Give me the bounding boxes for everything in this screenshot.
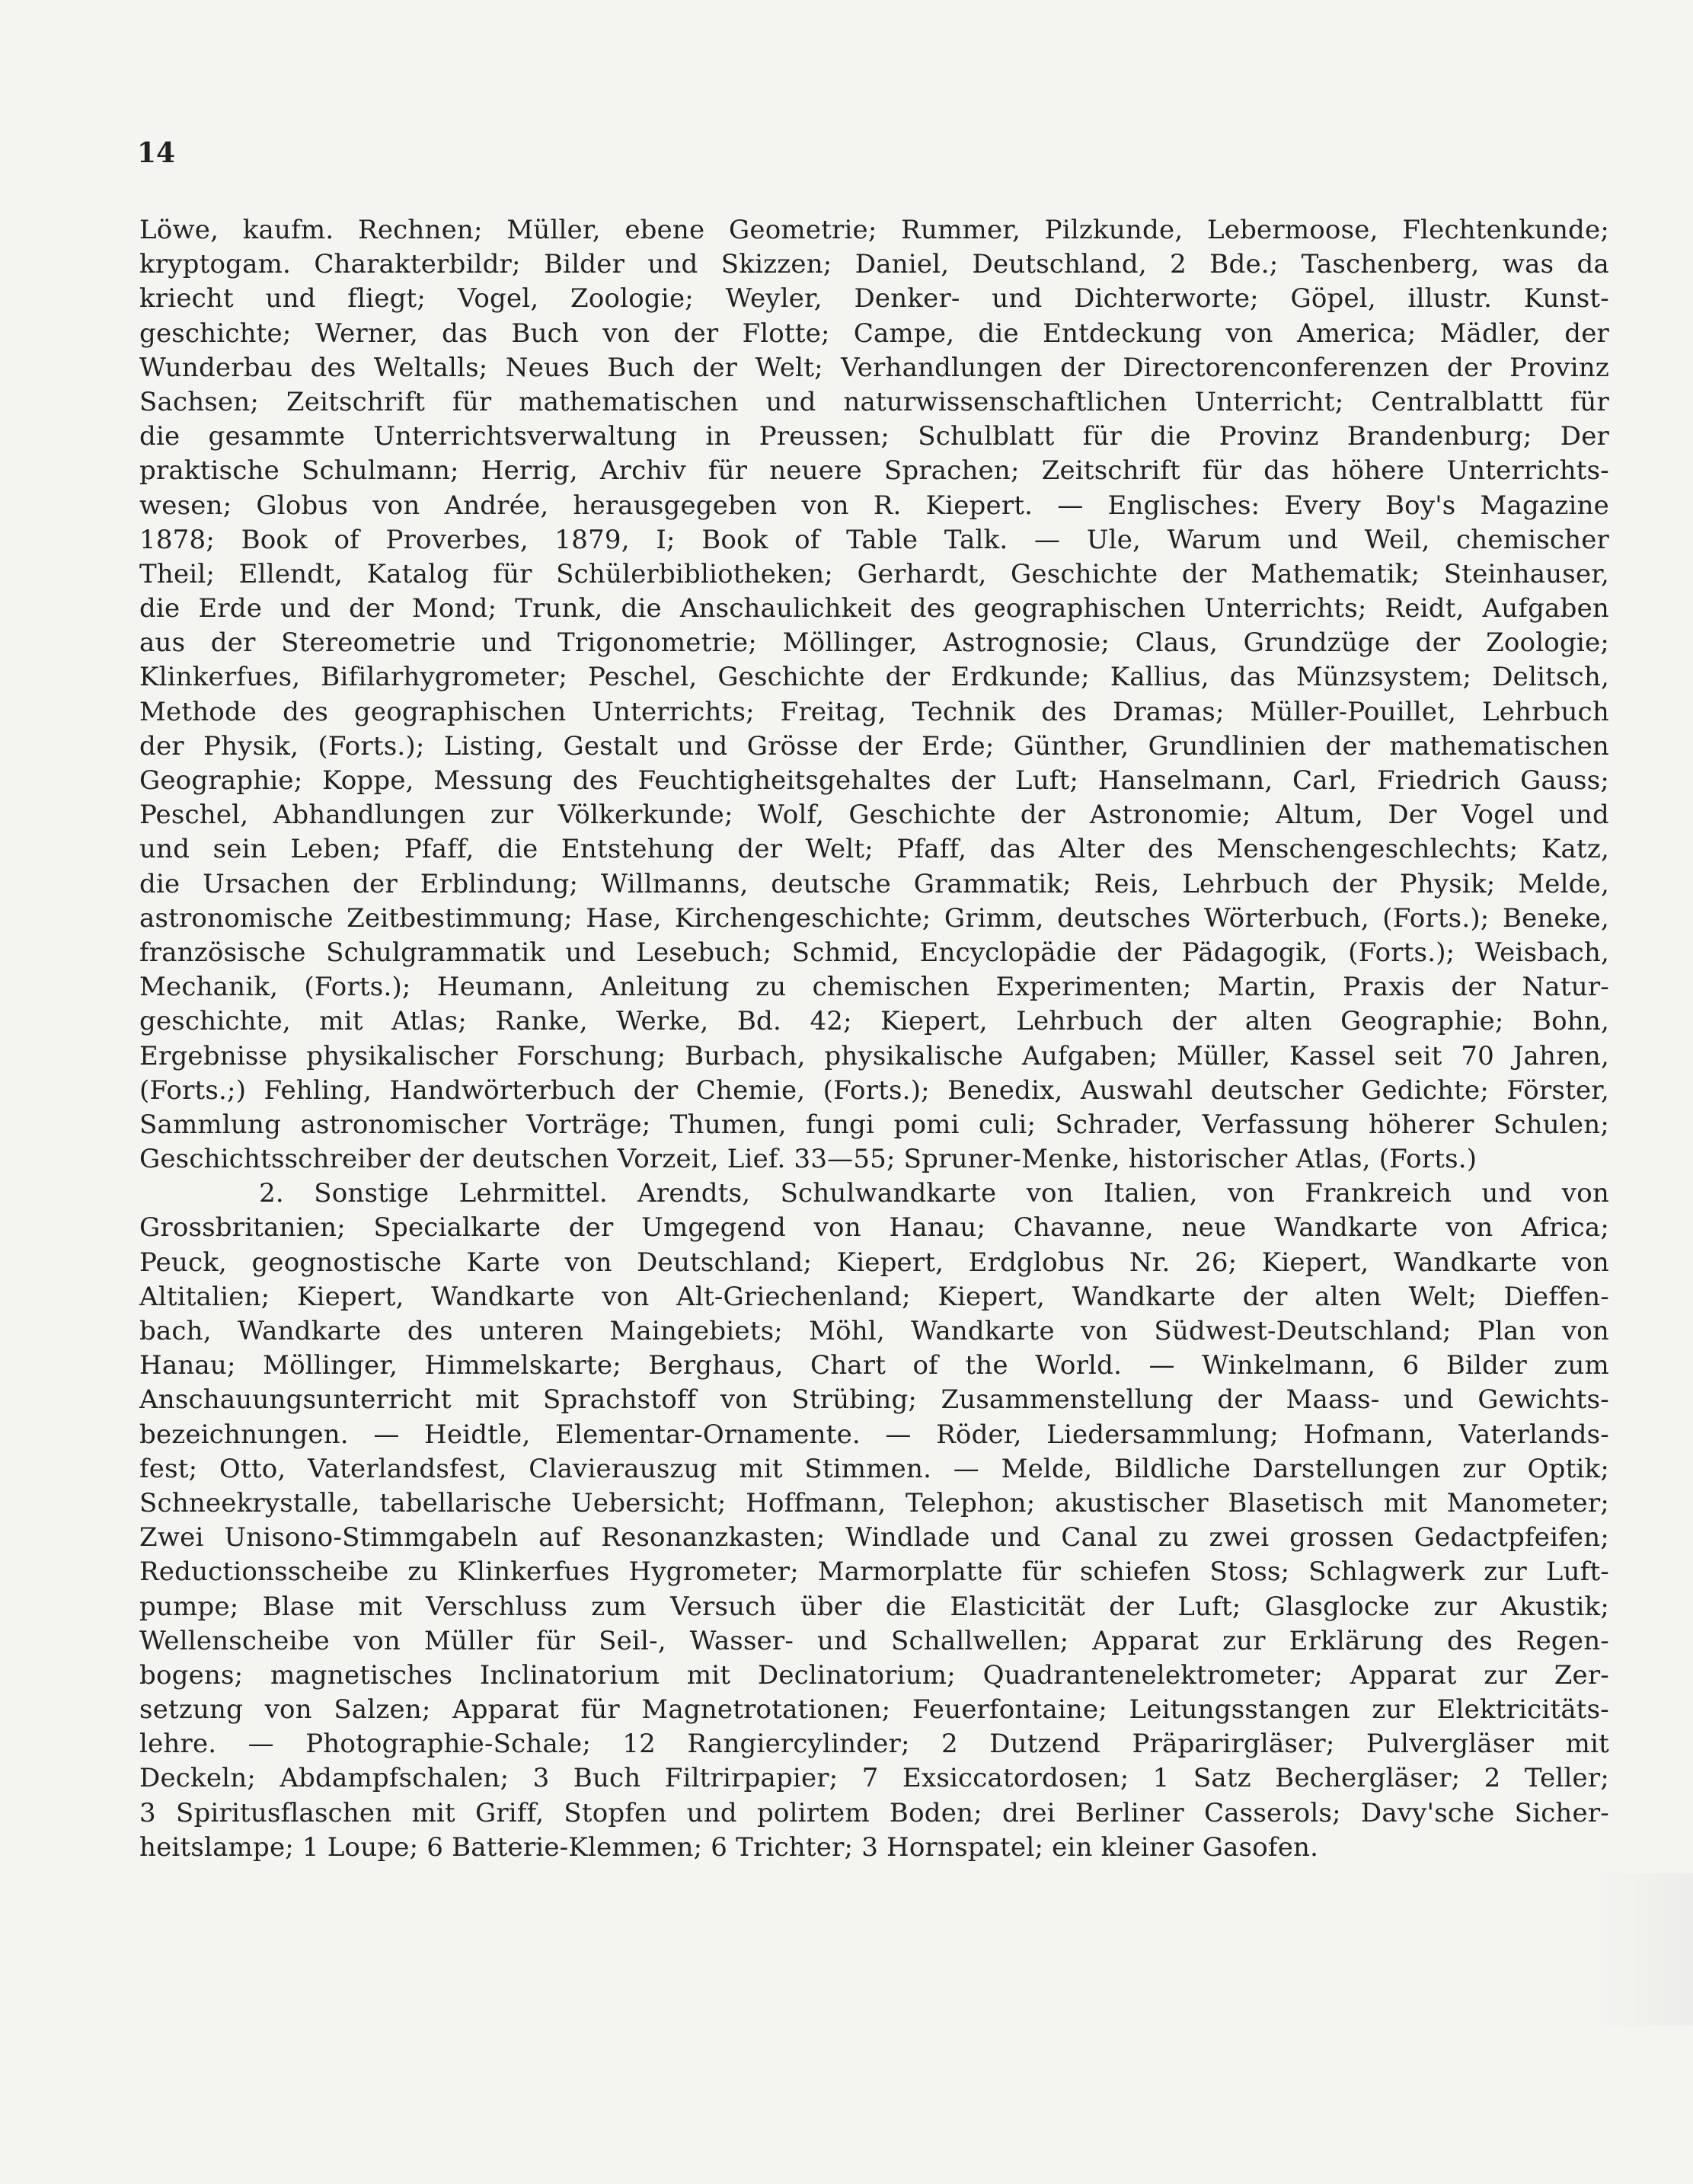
text-line: Sachsen; Zeitschrift für mathematischen und naturwissenschaftlichen Unterricht; Centralblattt für <box>139 386 1609 417</box>
text-line: heitslampe; 1 Loupe; 6 Batterie-Klemmen; 6 Trichter; 3 Hornspatel; ein kleiner Gasofen. <box>139 1831 1319 1863</box>
text-line: Theil; Ellendt, Katalog für Schülerbibliotheken; Gerhardt, Geschichte der Mathematik; Steinhauser, <box>139 558 1609 589</box>
text-line: die gesammte Unterrichtsverwaltung in Preussen; Schulblatt für die Provinz Brandenburg; Der <box>139 421 1609 452</box>
text-line: und sein Leben; Pfaff, die Entstehung der Welt; Pfaff, das Alter des Menschengeschlechts; Katz, <box>139 834 1609 865</box>
text-line: der Physik, (Forts.); Listing, Gestalt und Grösse der Erde; Günther, Grundlinien der mathematischen <box>139 730 1609 762</box>
text-line: 3 Spiritusflaschen mit Griff, Stopfen und polirtem Boden; drei Berliner Casserols; Davy'sche Sicher- <box>139 1797 1609 1828</box>
page-number: 14 <box>137 137 176 169</box>
text-line: lehre. — Photographie-Schale; 12 Rangiercylinder; 2 Dutzend Präparirgläser; Pulvergläser mit <box>139 1729 1609 1760</box>
text-line: setzung von Salzen; Apparat für Magnetrotationen; Feuerfontaine; Leitungsstangen zur Elektricitäts- <box>139 1694 1609 1726</box>
text-line: bezeichnungen. — Heidtle, Elementar-Ornamente. — Röder, Liedersammlung; Hofmann, Vaterlands- <box>139 1419 1609 1450</box>
text-line: 1878; Book of Proverbes, 1879, I; Book of Table Talk. — Ule, Warum und Weil, chemischer <box>139 524 1609 555</box>
text-line: Sammlung astronomischer Vorträge; Thumen, fungi pomi culi; Schrader, Verfassung höherer Schulen; <box>139 1109 1609 1140</box>
text-line: Reductionsscheibe zu Klinkerfues Hygrometer; Marmorplatte für schiefen Stoss; Schlagwerk zur Luft- <box>139 1557 1609 1588</box>
text-line: wesen; Globus von Andrée, herausgegeben von R. Kiepert. — Englisches: Every Boy's Magazine <box>139 490 1609 521</box>
text-line: geschichte, mit Atlas; Ranke, Werke, Bd. 42; Kiepert, Lehrbuch der alten Geographie; Bohn, <box>139 1006 1609 1037</box>
body-text <box>139 213 1609 1865</box>
text-line: Ergebnisse physikalischer Forschung; Burbach, physikalische Aufgaben; Müller, Kassel seit 70 Jahren, <box>139 1040 1609 1071</box>
text-line: aus der Stereometrie und Trigonometrie; Möllinger, Astrognosie; Claus, Grundzüge der Zoologie; <box>139 627 1609 659</box>
text-line: Altitalien; Kiepert, Wandkarte von Alt-Griechenland; Kiepert, Wandkarte der alten Welt; Dieffen- <box>139 1281 1609 1312</box>
text-line: die Erde und der Mond; Trunk, die Anschaulichkeit des geographischen Unterrichts; Reidt, Aufgaben <box>139 593 1609 624</box>
text-line: astronomische Zeitbestimmung; Hase, Kirchengeschichte; Grimm, deutsches Wörterbuch, (Forts.); Beneke, <box>139 902 1609 934</box>
text-line: pumpe; Blase mit Verschluss zum Versuch über die Elasticität der Luft; Glasglocke zur Akustik; <box>139 1591 1609 1622</box>
text-line: kryptogam. Charakterbildr; Bilder und Skizzen; Daniel, Deutschland, 2 Bde.; Taschenberg, was da <box>139 249 1609 280</box>
text-line: Peschel, Abhandlungen zur Völkerkunde; Wolf, Geschichte der Astronomie; Altum, Der Vogel und <box>139 800 1609 831</box>
text-line: fest; Otto, Vaterlandsfest, Clavierauszug mit Stimmen. — Melde, Bildliche Darstellungen zur Optik; <box>139 1453 1609 1484</box>
section-heading-line: 2. Sonstige Lehrmittel. Arendts, Schulwandkarte von Italien, von Frankreich und von <box>139 1178 1609 1209</box>
text-line: (Forts.;) Fehling, Handwörterbuch der Chemie, (Forts.); Benedix, Auswahl deutscher Gedichte; Förster, <box>139 1074 1609 1106</box>
text-line: Geographie; Koppe, Messung des Feuchtigheitsgehaltes der Luft; Hanselmann, Carl, Friedrich Gauss; <box>139 765 1609 796</box>
text-line: Wellenscheibe von Müller für Seil-, Wasser- und Schallwellen; Apparat zur Erklärung des Regen- <box>139 1625 1609 1656</box>
text-line: Zwei Unisono-Stimmgabeln auf Resonanzkasten; Windlade und Canal zu zwei grossen Gedactpfeifen; <box>139 1522 1609 1553</box>
text-line: Grossbritanien; Specialkarte der Umgegend von Hanau; Chavanne, neue Wandkarte von Africa; <box>139 1212 1609 1244</box>
text-line: Geschichtsschreiber der deutschen Vorzeit, Lief. 33—55; Spruner-Menke, historischer Atlas, (Forts.) <box>139 1144 1477 1175</box>
text-line: Hanau; Möllinger, Himmelskarte; Berghaus, Chart of the World. — Winkelmann, 6 Bilder zum <box>139 1350 1609 1381</box>
text-line: Wunderbau des Weltalls; Neues Buch der Welt; Verhandlungen der Directorenconferenzen der Provinz <box>139 352 1609 383</box>
text-line: französische Schulgrammatik und Lesebuch; Schmid, Encyclopädie der Pädagogik, (Forts.); Weisbach, <box>139 937 1609 968</box>
text-line: Peuck, geognostische Karte von Deutschland; Kiepert, Erdglobus Nr. 26; Kiepert, Wandkarte von <box>139 1247 1609 1278</box>
bleed-through-shadow <box>1588 1873 1693 2026</box>
text-line: Deckeln; Abdampfschalen; 3 Buch Filtrirpapier; 7 Exsiccatordosen; 1 Satz Bechergläser; 2 Teller; <box>139 1763 1609 1794</box>
text-line: Methode des geographischen Unterrichts; Freitag, Technik des Dramas; Müller-Pouillet, Lehrbuch <box>139 696 1609 727</box>
text-line: die Ursachen der Erblindung; Willmanns, deutsche Grammatik; Reis, Lehrbuch der Physik; Melde, <box>139 868 1609 899</box>
text-line: Anschauungsunterricht mit Sprachstoff von Strübing; Zusammenstellung der Maass- und Gewichts- <box>139 1384 1609 1416</box>
text-line: bogens; magnetisches Inclinatorium mit Declinatorium; Quadrantenelektrometer; Apparat zur Zer- <box>139 1659 1609 1691</box>
text-line: bach, Wandkarte des unteren Maingebiets; Möhl, Wandkarte von Südwest-Deutschland; Plan von <box>139 1316 1609 1346</box>
text-line: Schneekrystalle, tabellarische Uebersicht; Hoffmann, Telephon; akustischer Blasetisch mit Manometer; <box>139 1487 1609 1518</box>
text-line: geschichte; Werner, das Buch von der Flotte; Campe, die Entdeckung von America; Mädler, der <box>139 318 1609 349</box>
text-line: Löwe, kaufm. Rechnen; Müller, ebene Geometrie; Rummer, Pilzkunde, Lebermoose, Flechtenkunde; <box>139 215 1609 245</box>
text-line: praktische Schulmann; Herrig, Archiv für neuere Sprachen; Zeitschrift für das höhere Unterrichts- <box>139 455 1609 487</box>
text-line: Mechanik, (Forts.); Heumann, Anleitung zu chemischen Experimenten; Martin, Praxis der Natur- <box>139 972 1609 1003</box>
text-line: Klinkerfues, Bifilarhygrometer; Peschel, Geschichte der Erdkunde; Kallius, das Münzsystem; Delitsch, <box>139 662 1609 693</box>
text-line: kriecht und fliegt; Vogel, Zoologie; Weyler, Denker- und Dichterworte; Göpel, illustr. Kunst- <box>139 283 1609 315</box>
